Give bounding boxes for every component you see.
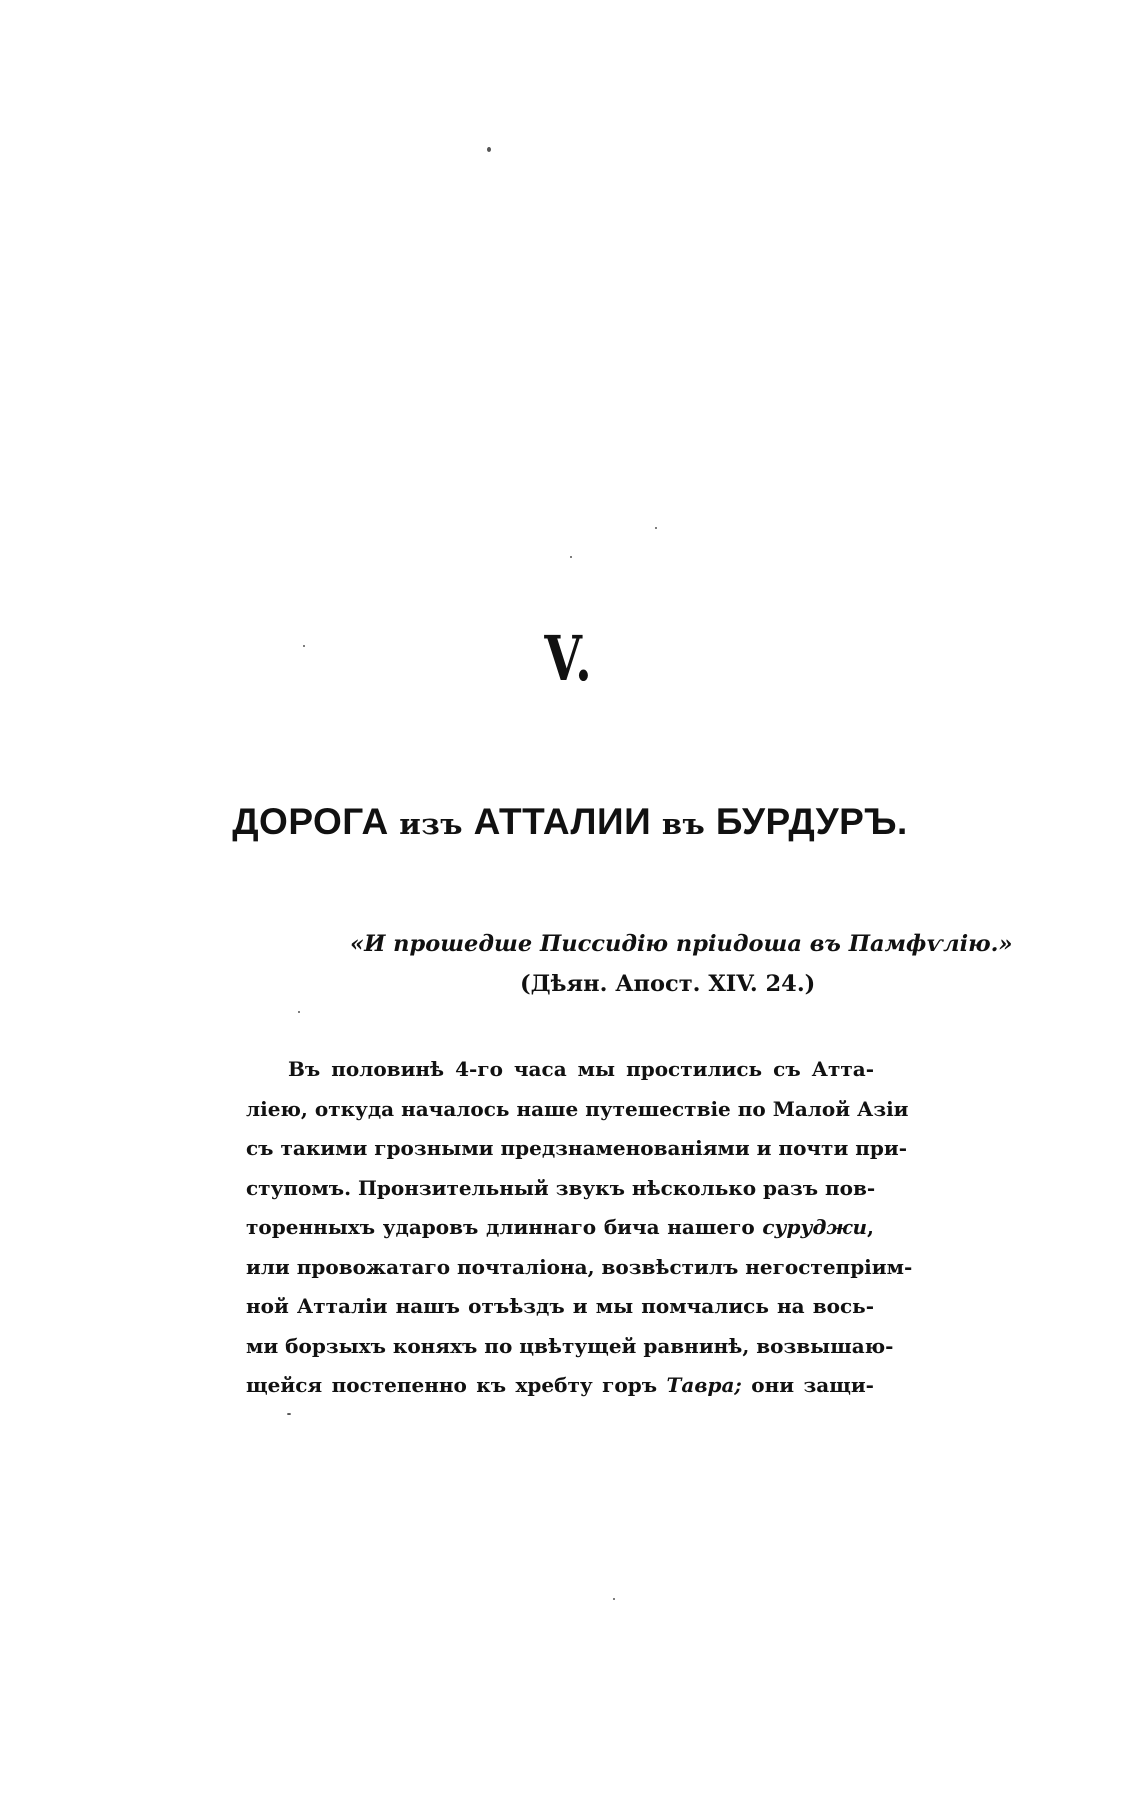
italic-term: Тавра; [666, 1373, 742, 1397]
text-run: , [867, 1215, 874, 1239]
chapter-number: V. [544, 622, 594, 695]
text-run: торенныхъ ударовъ длиннаго бича нашего [246, 1215, 763, 1239]
title-preposition: изъ [388, 807, 474, 841]
text-line: ной Атталіи нашъ отъѣздъ и мы помчались на вось- [246, 1294, 874, 1318]
epigraph [350, 924, 1013, 1004]
italic-term: суруджи [762, 1215, 868, 1239]
chapter-title [0, 803, 1140, 840]
text-run: они защи- [741, 1373, 874, 1397]
text-line [246, 1208, 874, 1248]
scan-speck [487, 147, 491, 152]
scan-speck [298, 1011, 300, 1013]
scan-speck [570, 556, 572, 558]
text-line: ліею, откуда началось наше путешествіе по Малой Азіи [246, 1096, 909, 1121]
text-line: съ такими грозными предзнаменованіями и почти при- [246, 1136, 907, 1160]
title-word: АТТАЛИИ [473, 801, 652, 842]
text-line [246, 1366, 874, 1406]
scan-speck [613, 1598, 615, 1600]
scan-speck [287, 1413, 291, 1415]
text-line: Въ половинѣ 4-го часа мы простились съ Атта- [288, 1057, 874, 1081]
title-word: ДОРОГА [232, 801, 389, 842]
text-line: ступомъ. Пронзительный звукъ нѣсколько разъ пов- [246, 1175, 876, 1200]
text-run: щейся постепенно къ хребту горъ [246, 1373, 667, 1397]
title-word: БУРДУРЪ. [715, 801, 908, 842]
epigraph-source: (Дѣян. Апост. XIV. 24.) [520, 971, 816, 997]
scan-speck [655, 527, 657, 529]
title-preposition: въ [651, 807, 716, 841]
epigraph-quote: «И прошедше Писсидію пріидоша въ Памфѵлію.» [350, 931, 1013, 957]
text-line: или провожатаго почталіона, возвѣстилъ негостепріим- [246, 1254, 913, 1279]
body-paragraph [246, 1050, 913, 1406]
text-line: ми борзыхъ коняхъ по цвѣтущей равнинѣ, возвышаю- [246, 1333, 894, 1358]
